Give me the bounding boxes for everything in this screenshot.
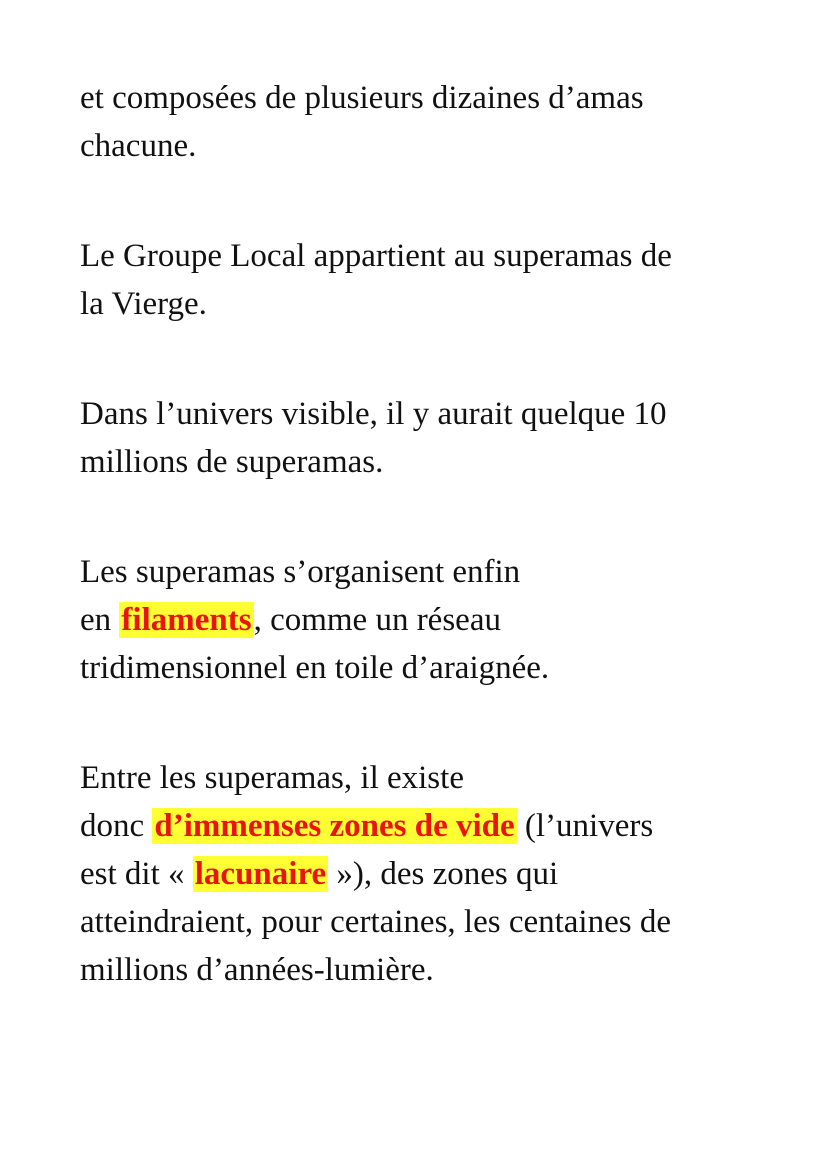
paragraph-univers-visible — [80, 390, 760, 486]
text-line: Les superamas s’organisent enfin — [80, 554, 521, 590]
text-segment: »), des zones qui — [328, 856, 559, 892]
text-line: chacune. — [80, 128, 197, 164]
text-line: Dans l’univers visible, il y aurait quelque 10 — [80, 396, 667, 432]
text-line: Le Groupe Local appartient au superamas de — [80, 238, 672, 274]
text-line: et composées de plusieurs dizaines d’amas — [80, 80, 644, 116]
highlight-filaments: filaments — [121, 602, 252, 638]
highlight-zones-de-vide: d’immenses zones de vide — [154, 808, 515, 844]
paragraph-groupe-local — [80, 232, 760, 328]
paragraph-amas — [80, 74, 760, 170]
text-line: tridimensionnel en toile d’araignée. — [80, 650, 550, 686]
text-line: millions d’années-lumière. — [80, 952, 434, 988]
text-segment: , comme un réseau — [253, 602, 501, 638]
document-page — [80, 74, 760, 1056]
paragraph-filaments — [80, 548, 760, 692]
text-line: millions de superamas. — [80, 444, 384, 480]
highlight-lacunaire: lacunaire — [194, 856, 327, 892]
text-segment: est dit « — [80, 856, 193, 892]
text-segment: en — [80, 602, 120, 638]
text-segment: donc — [80, 808, 153, 844]
text-line: Entre les superamas, il existe — [80, 760, 464, 796]
paragraph-zones-de-vide — [80, 754, 760, 994]
text-line: atteindraient, pour certaines, les centaines de — [80, 904, 671, 940]
text-line: la Vierge. — [80, 286, 207, 322]
text-segment: (l’univers — [516, 808, 654, 844]
